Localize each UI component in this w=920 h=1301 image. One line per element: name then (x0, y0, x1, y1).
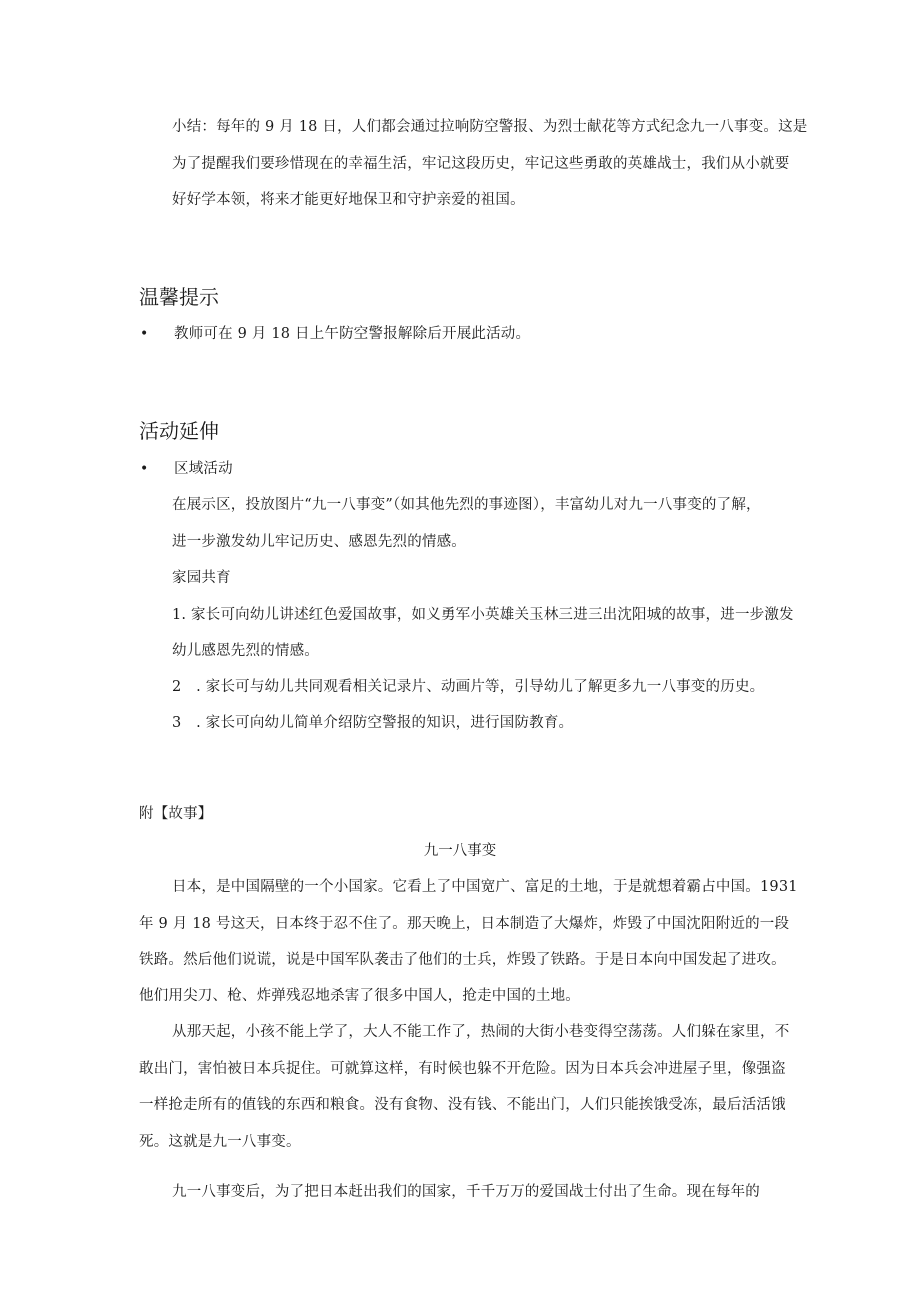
extension-heading: 活动延伸 (139, 419, 219, 443)
extension-bullet: • (140, 461, 149, 477)
story-para-2-line-3: 一样抢走所有的值钱的东西和粮食。没有食物、没有钱、不能出门，人们只能挨饿受冻，最后活活饿 (139, 1097, 786, 1113)
home-item-2: 2 . 家长可与幼儿共同观看相关记录片、动画片等，引导幼儿了解更多九一八事变的历史。 (172, 679, 765, 695)
area-activity-line-1: 在展示区，投放图片“九一八事变”（如其他先烈的事迹图），丰富幼儿对九一八事变的了解， (172, 497, 761, 513)
story-para-1-line-2: 年 9 月 18 号这天，日本终于忍不住了。那天晚上，日本制造了大爆炸，炸毁了中国沈阳附近的一段 (139, 916, 790, 932)
area-activity-line-2: 进一步激发幼儿牢记历史、感恩先烈的情感。 (172, 534, 466, 550)
home-coeducation-title: 家园共育 (172, 570, 231, 586)
summary-line-3: 好好学本领，将来才能更好地保卫和守护亲爱的祖国。 (172, 192, 525, 208)
story-para-2-line-4: 死。这就是九一八事变。 (139, 1134, 301, 1150)
tips-heading: 温馨提示 (139, 285, 219, 309)
home-item-1-line-2: 幼儿感恩先烈的情感。 (172, 643, 319, 659)
area-activity-title: 区域活动 (174, 461, 233, 477)
story-para-1-line-3: 铁路。然后他们说谎，说是中国军队袭击了他们的士兵，炸毁了铁路。于是日本向中国发起了进攻。 (139, 952, 786, 968)
story-para-2-line-1: 从那天起，小孩不能上学了，大人不能工作了，热闹的大街小巷变得空荡荡。人们躲在家里，不 (172, 1024, 790, 1040)
summary-line-1: 小结：每年的 9 月 18 日，人们都会通过拉响防空警报、为烈士献花等方式纪念九一八事变。这是 (172, 119, 808, 135)
tips-bullet: • (140, 326, 149, 342)
home-item-3: 3 . 家长可向幼儿简单介绍防空警报的知识，进行国防教育。 (172, 715, 574, 731)
story-para-2-line-2: 敢出门，害怕被日本兵捉住。可就算这样，有时候也躲不开危险。因为日本兵会冲进屋子里，像强盗 (139, 1061, 786, 1077)
home-item-1-line-1: 1. 家长可向幼儿讲述红色爱国故事，如义勇军小英雄关玉林三进三出沈阳城的故事，进一步激发 (172, 607, 794, 623)
story-para-1-line-1: 日本，是中国隔壁的一个小国家。它看上了中国宽广、富足的土地，于是就想着霸占中国。1931 (172, 879, 798, 895)
story-title: 九一八事变 (423, 843, 497, 859)
appendix-label: 附【故事】 (139, 806, 213, 822)
summary-line-2: 为了提醒我们要珍惜现在的幸福生活，牢记这段历史，牢记这些勇敢的英雄战士，我们从小就要 (172, 156, 790, 172)
story-para-3-line-1: 九一八事变后，为了把日本赶出我们的国家，千千万万的爱国战士付出了生命。现在每年的 (172, 1184, 760, 1200)
story-para-1-line-4: 他们用尖刀、枪、炸弹残忍地杀害了很多中国人，抢走中国的土地。 (139, 988, 580, 1004)
tips-item: 教师可在 9 月 18 日上午防空警报解除后开展此活动。 (174, 326, 531, 342)
